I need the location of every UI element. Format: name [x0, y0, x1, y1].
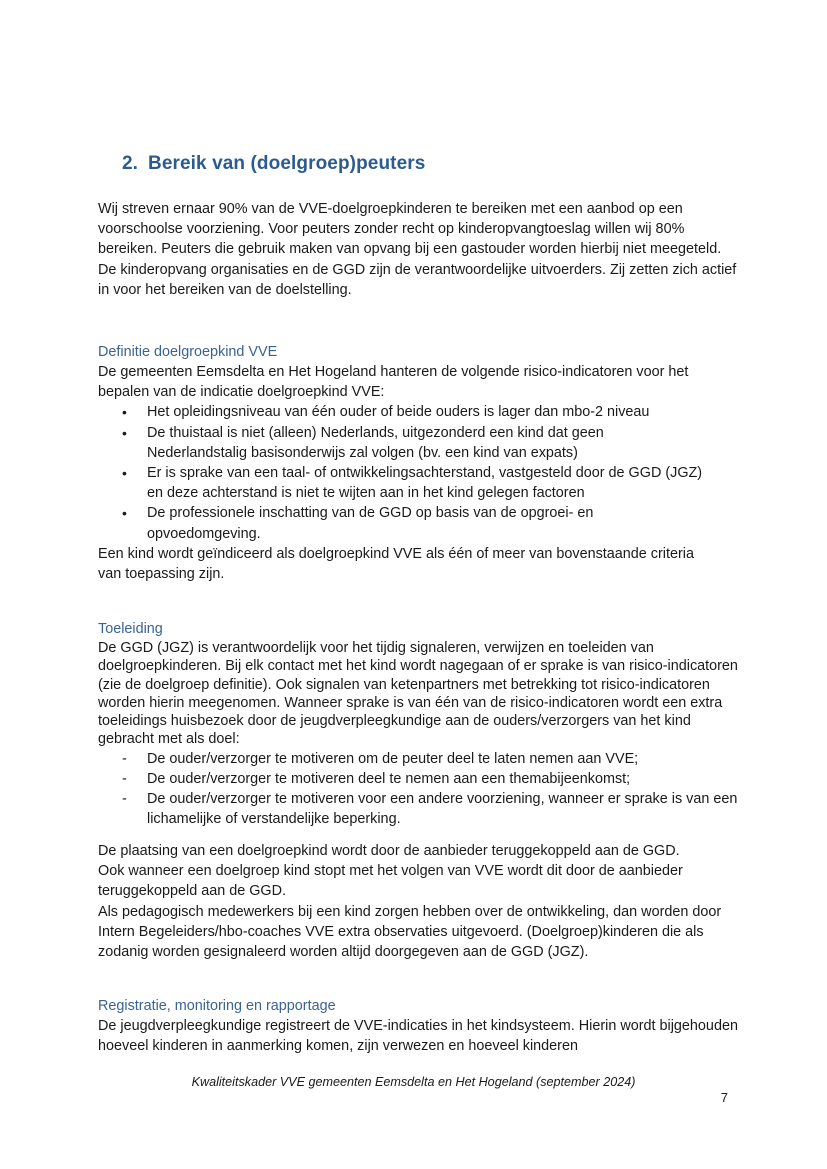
risk-indicator-list [98, 402, 738, 543]
list-item: - De ouder/verzorger te motiveren voor een andere voorziening, wanneer er sprake is van een lichamelijke of verstandelijke beperking. [98, 789, 738, 829]
toeleiding-lead: De GGD (JGZ) is verantwoordelijk voor het tijdig signaleren, verwijzen en toeleiden van doelgroepkinderen. Bij elk contact met het kind wordt nagegaan of er sprake is van risico-indicatoren (zie de doelgroep definitie). Ook signalen van ketenpartners met betrekking tot risico-indicatoren worden hierin meegenomen. Wanneer sprake is van één van de risico-indicatoren wordt een extra toeleidings huisbezoek door de jeugdverpleegkundige aan de ouders/verzorgers van het kind gebracht met als doel: [98, 640, 738, 748]
toeleiding-section [98, 619, 738, 830]
section-number: 2. [122, 153, 139, 174]
registratie-paragraph: De jeugdverpleegkundige registreert de VVE-indicaties in het kindsysteem. Hierin wordt bijgehouden hoeveel kinderen in aanmerking komen, zijn verwezen en hoeveel kinderen [98, 1018, 738, 1055]
definitie-closing: Een kind wordt geïndiceerd als doelgroepkind VVE als één of meer van bovenstaande criteria van toepassing zijn. [98, 545, 694, 583]
observatie-paragraph: Als pedagogisch medewerkers bij een kind zorgen hebben over de ontwikkeling, dan worden door Intern Begeleiders/hbo-coaches VVE extra observaties uitgevoerd. (Doelgroep)kinderen die als zodanig worden gesignaleerd worden altijd doorgegeven aan de GGD (JGZ). [98, 903, 722, 961]
toeleiding-goal-list [98, 749, 738, 830]
stoppen-paragraph: Ook wanneer een doelgroep kind stopt met het volgen van VVE wordt dit door de aanbieder teruggekoppeld aan de GGD. [98, 863, 683, 900]
list-item: - De ouder/verzorger te motiveren deel te nemen aan een themabijeenkomst; [98, 769, 738, 789]
definitie-section [98, 342, 738, 584]
registratie-section [98, 996, 738, 1056]
list-item: • Er is sprake van een taal- of ontwikkelingsachterstand, vastgesteld door de GGD (JGZ) en deze achterstand is niet te wijten aan in het kind gelegen factoren [98, 463, 738, 503]
page-number: 7 [720, 1090, 728, 1105]
intro-paragraph-1: Wij streven ernaar 90% van de VVE-doelgroepkinderen te bereiken met een aanbod op een voorschoolse voorziening. Voor peuters zonder recht op kinderopvangtoeslag willen wij 80% bereiken. Peuters die gebruik maken van opvang bij een gastouder worden hierbij niet meegeteld. [98, 201, 722, 258]
list-item: • Het opleidingsniveau van één ouder of beide ouders is lager dan mbo-2 niveau [98, 402, 738, 422]
list-item: - De ouder/verzorger te motiveren om de peuter deel te laten nemen aan VVE; [98, 749, 738, 769]
definitie-lead: De gemeenten Eemsdelta en Het Hogeland hanteren de volgende risico-indicatoren voor het bepalen van de indicatie doelgroepkind VVE: [98, 364, 689, 401]
terugkoppeling-section [98, 841, 738, 962]
plaatsing-paragraph: De plaatsing van een doelgroepkind wordt door de aanbieder teruggekoppeld aan de GGD. [98, 843, 680, 859]
intro-section [98, 199, 738, 300]
list-item: • De professionele inschatting van de GGD op basis van de opgroei- en opvoedomgeving. [98, 503, 738, 543]
list-item: • De thuistaal is niet (alleen) Nederlands, uitgezonderd een kind dat geen Nederlandstalig basisonderwijs zal volgen (bv. een kind van expats) [98, 423, 738, 463]
section-title: Bereik van (doelgroep)peuters [148, 153, 426, 174]
intro-paragraph-2: De kinderopvang organisaties en de GGD zijn de verantwoordelijke uitvoerders. Zij zetten zich actief in voor het bereiken van de doelstelling. [98, 261, 737, 298]
definitie-heading: Definitie doelgroepkind VVE [98, 344, 278, 360]
registratie-heading: Registratie, monitoring en rapportage [98, 998, 336, 1014]
section-heading [122, 153, 425, 175]
page-footer: Kwaliteitskader VVE gemeenten Eemsdelta en Het Hogeland (september 2024) [191, 1075, 636, 1089]
toeleiding-heading: Toeleiding [98, 621, 163, 637]
